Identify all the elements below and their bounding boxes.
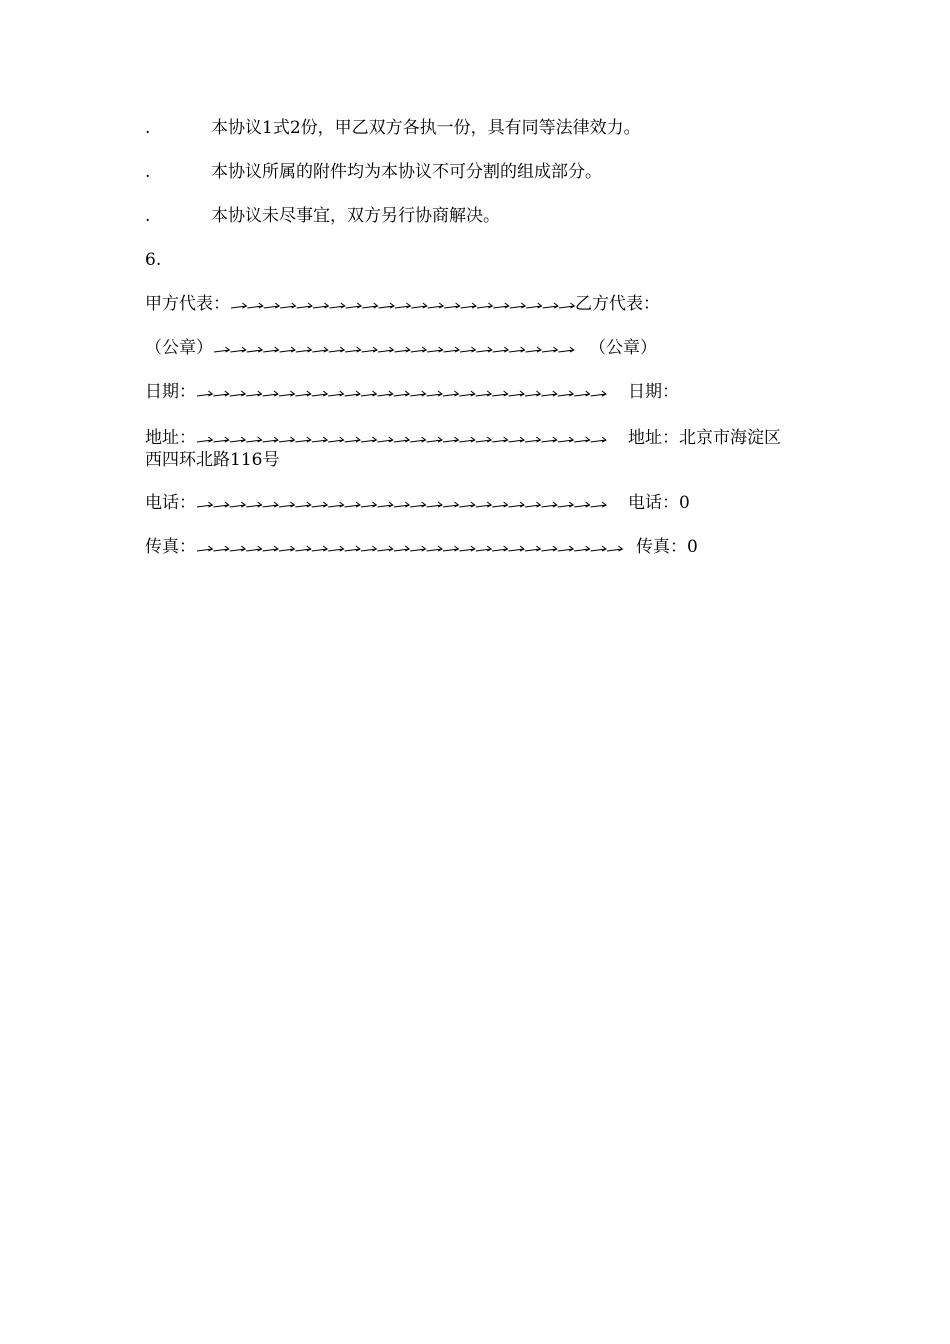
phone-row — [145, 492, 690, 515]
tab-leader-arrows — [196, 537, 636, 559]
fax-a-label: 传真： — [145, 537, 196, 557]
fax-row — [145, 536, 698, 559]
clause-text: 本协议1式2份，甲乙双方各执一份，具有同等法律效力。 — [211, 118, 641, 138]
address-b: 地址：北京市海淀区 — [628, 428, 781, 448]
tab-leader — [213, 338, 575, 360]
date-a-label: 日期： — [145, 382, 196, 402]
tab-leader — [196, 428, 616, 450]
address-b-continuation: 西四环北路116号 — [145, 450, 280, 470]
phone-a-label: 电话： — [145, 493, 196, 513]
tab-leader — [196, 493, 616, 515]
date-b-label: 日期： — [628, 382, 679, 402]
clause-item — [145, 117, 641, 139]
address-a-label: 地址： — [145, 428, 196, 448]
party-b-rep-label: 乙方代表： — [575, 294, 660, 314]
clause-item — [145, 205, 500, 227]
seal-a: （公章） — [145, 338, 213, 358]
tab-leader-arrows — [196, 493, 616, 515]
tab-leader-arrows — [230, 294, 575, 316]
tab-leader-arrows — [213, 338, 575, 360]
address-row — [145, 427, 781, 450]
clause-marker: . — [145, 206, 151, 226]
seal-b: （公章） — [589, 338, 657, 358]
clause-text: 本协议未尽事宜，双方另行协商解决。 — [211, 206, 500, 226]
tab-leader — [196, 382, 616, 404]
seal-row — [145, 337, 657, 360]
tab-leader — [196, 537, 636, 559]
clause-marker: . — [145, 118, 151, 138]
fax-b: 传真：0 — [636, 537, 698, 557]
item-number: 6. — [145, 250, 162, 270]
date-row — [145, 381, 679, 404]
rep-row — [145, 293, 660, 316]
phone-b: 电话：0 — [628, 493, 690, 513]
clause-text: 本协议所属的附件均为本协议不可分割的组成部分。 — [211, 162, 602, 182]
tab-leader-arrows — [196, 428, 616, 450]
tab-leader — [230, 294, 575, 316]
clause-marker: . — [145, 162, 151, 182]
clause-item — [145, 161, 602, 183]
party-a-rep-label: 甲方代表： — [145, 294, 230, 314]
tab-leader-arrows — [196, 382, 616, 404]
